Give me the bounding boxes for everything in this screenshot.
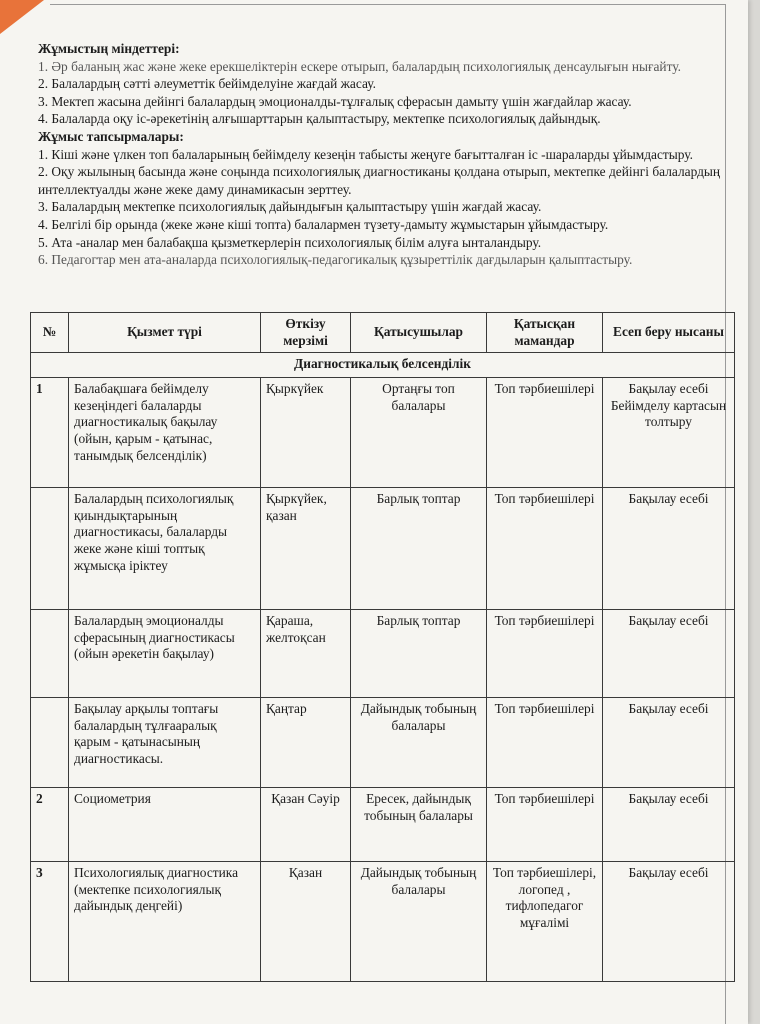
row-report: Бақылау есебі xyxy=(603,698,735,788)
row-number: 2 xyxy=(31,788,69,862)
task-item: 5. Ата -аналар мен балабақша қызметкерлерін психологиялық білім алуға ынталандыру. xyxy=(38,234,542,250)
table-row xyxy=(31,698,735,788)
table-header-row xyxy=(31,313,735,353)
row-specialists: Топ тәрбиешілері, логопед , тифлопедагог мұғалімі xyxy=(487,862,603,982)
task-item: 1. Кіші және үлкен топ балаларының бейімделу кезеңін табысты жеңуге бағытталған іс -шараларды ұйымдастыру. xyxy=(38,146,693,162)
row-period: Қазан Сәуір xyxy=(261,788,351,862)
row-participants: Дайындық тобының балалары xyxy=(351,698,487,788)
orange-corner-tab xyxy=(0,0,44,34)
row-activity: Бақылау арқылы топтағы балалардың тұлғааралық қарым - қатынасының диагностикасы. xyxy=(69,698,261,788)
row-number: 1 xyxy=(31,378,69,488)
row-participants: Барлық топтар xyxy=(351,610,487,698)
goal-item: 3. Мектеп жасына дейінгі балалардың эмоционалды-тұлғалық сферасын дамыту үшін жағдайлар жасау. xyxy=(38,93,632,109)
intro-text xyxy=(38,40,728,269)
task-item: 4. Белгілі бір орында (жеке және кіші топта) балалармен түзету-дамыту жұмыстарын ұйымдастыру. xyxy=(38,216,609,232)
row-report: Бақылау есебі Бейімделу картасын толтыру xyxy=(603,378,735,488)
row-period: Қараша, желтоқсан xyxy=(261,610,351,698)
row-specialists: Топ тәрбиешілері xyxy=(487,610,603,698)
tasks-heading: Жұмыс тапсырмалары: xyxy=(38,128,184,144)
row-specialists: Топ тәрбиешілері xyxy=(487,488,603,610)
goal-item: 4. Балаларда оқу іс-әрекетінің алғышарттарын қалыптастыру, мектепке психологиялық дайындық. xyxy=(38,111,601,127)
header-number: № xyxy=(31,313,69,353)
task-item: 2. Оқу жылының басында және соңында психологиялық диагностиканы қолдана отырып, мектепке дейінгі балалардың интеллектуалды және жеке даму динамикасын зерттеу. xyxy=(38,164,721,197)
row-number xyxy=(31,610,69,698)
row-participants: Барлық топтар xyxy=(351,488,487,610)
header-participants: Қатысушылар xyxy=(351,313,487,353)
row-number: 3 xyxy=(31,862,69,982)
row-specialists: Топ тәрбиешілері xyxy=(487,378,603,488)
activity-plan-table xyxy=(30,312,735,982)
row-number xyxy=(31,488,69,610)
row-activity: Социометрия xyxy=(69,788,261,862)
task-item: 6. Педагогтар мен ата-аналарда психологиялық-педагогикалық құзыреттілік дағдыларын қалыптастыру. xyxy=(38,252,633,268)
header-period: Өткізу мерзімі xyxy=(261,313,351,353)
page-border-top xyxy=(50,4,726,5)
goal-item: 1. Әр баланың жас және жеке ерекшеліктерін ескере отырып, балалардың психологиялық денсаулығын нығайту. xyxy=(38,58,681,74)
row-participants: Ортаңғы топ балалары xyxy=(351,378,487,488)
row-activity: Балалардың эмоционалды сферасының диагностикасы (ойын әрекетін бақылау) xyxy=(69,610,261,698)
goals-heading: Жұмыстың міндеттері: xyxy=(38,41,180,56)
row-report: Бақылау есебі xyxy=(603,488,735,610)
row-report: Бақылау есебі xyxy=(603,788,735,862)
section-title: Диагностикалық белсенділік xyxy=(31,353,735,378)
row-number xyxy=(31,698,69,788)
row-period: Қыркүйек xyxy=(261,378,351,488)
task-item: 3. Балалардың мектепке психологиялық дайындығын қалыптастыру үшін жағдай жасау. xyxy=(38,199,542,215)
row-activity: Психологиялық диагностика (мектепке психологиялық дайындық деңгейі) xyxy=(69,862,261,982)
row-period: Қазан xyxy=(261,862,351,982)
table-row xyxy=(31,862,735,982)
header-specialists: Қатысқан мамандар xyxy=(487,313,603,353)
row-activity: Балабақшаға бейімделу кезеңіндегі балаларды диагностикалық бақылау (ойын, қарым - қатынас, танымдық белсенділік) xyxy=(69,378,261,488)
row-activity: Балалардың психологиялық қиындықтарының диагностикасы, балаларды жеке және кіші топтық жұмысқа іріктеу xyxy=(69,488,261,610)
row-specialists: Топ тәрбиешілері xyxy=(487,698,603,788)
row-period: Қаңтар xyxy=(261,698,351,788)
header-activity: Қызмет түрі xyxy=(69,313,261,353)
table-row xyxy=(31,788,735,862)
table-row xyxy=(31,610,735,698)
row-report: Бақылау есебі xyxy=(603,610,735,698)
table-row xyxy=(31,488,735,610)
goal-item: 2. Балалардың сәтті әлеуметтік бейімделуіне жағдай жасау. xyxy=(38,76,376,92)
row-period: Қыркүйек, қазан xyxy=(261,488,351,610)
row-specialists: Топ тәрбиешілері xyxy=(487,788,603,862)
row-report: Бақылау есебі xyxy=(603,862,735,982)
row-participants: Ересек, дайындық тобының балалары xyxy=(351,788,487,862)
section-row xyxy=(31,353,735,378)
header-report: Есеп беру нысаны xyxy=(603,313,735,353)
table-row xyxy=(31,378,735,488)
row-participants: Дайындық тобының балалары xyxy=(351,862,487,982)
